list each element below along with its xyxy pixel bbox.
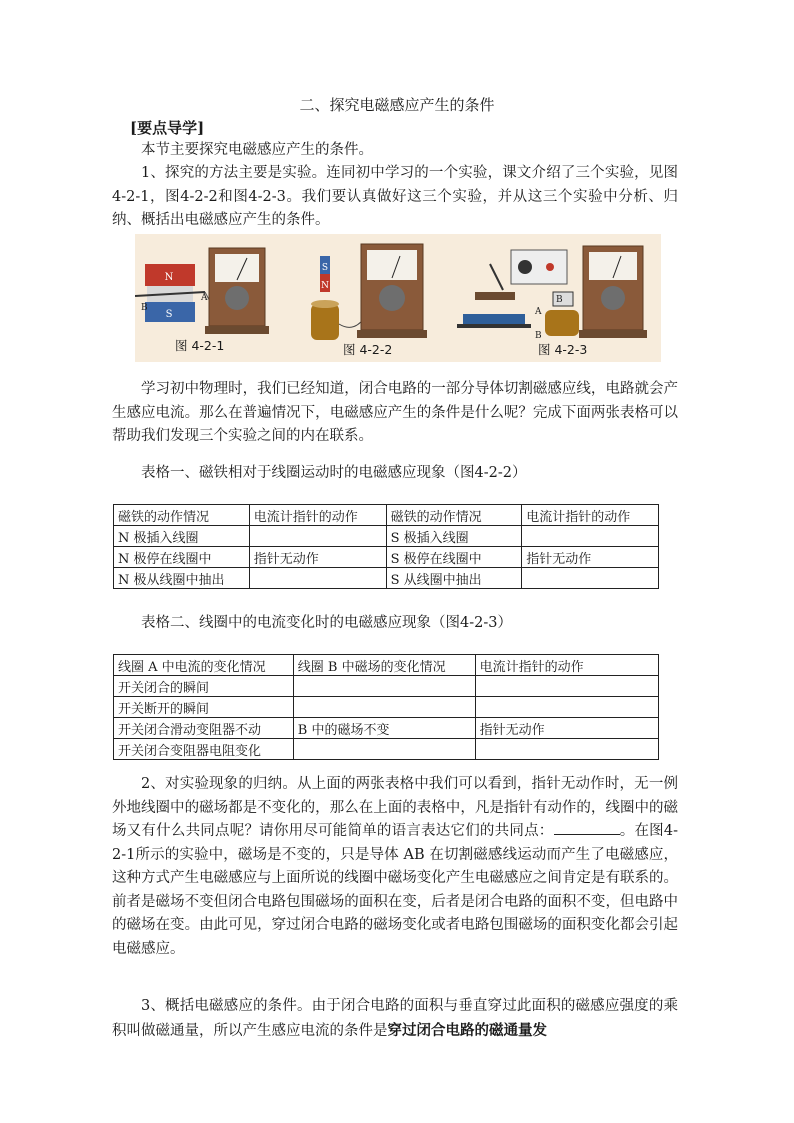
table-row: [114, 655, 659, 676]
fig2-apparatus: [311, 244, 427, 340]
table-header-cell: 电流计指针的动作: [475, 655, 658, 676]
intro-paragraph: 本节主要探究电磁感应产生的条件。: [141, 142, 373, 158]
bar-n-label: N: [321, 281, 329, 291]
table-cell: [475, 739, 658, 760]
table-cell: S 极停在线圈中: [386, 547, 522, 568]
table-row: [114, 718, 659, 739]
table-cell: [475, 697, 658, 718]
table-cell: 指针无动作: [522, 547, 659, 568]
table-cell: [293, 697, 475, 718]
coil-b-label: B: [556, 295, 563, 305]
table-cell: 指针无动作: [249, 547, 386, 568]
bar-s-label: S: [321, 263, 329, 273]
fig1-caption: 图 4-2-1: [175, 338, 225, 353]
fig3-apparatus: [457, 246, 647, 338]
fig1-apparatus: [135, 248, 269, 334]
table-cell: 开关闭合的瞬间: [114, 676, 294, 697]
answer-blank[interactable]: [554, 820, 620, 835]
point-b-label: B: [141, 303, 148, 313]
table-cell: [522, 526, 659, 547]
table-cell: [293, 676, 475, 697]
condition-text: 3、概括电磁感应的条件。由于闭合电路的面积与垂直穿过此面积的磁感应强度的乘积叫做磁通量，所以产生感应电流的条件是: [112, 998, 678, 1039]
experiment-figures: [135, 234, 661, 362]
table-row: [114, 526, 659, 547]
fig3-caption: 图 4-2-3: [538, 342, 588, 357]
induction-summary-paragraph: [112, 773, 678, 961]
table-cell: 开关闭合滑动变阻器不动: [114, 718, 294, 739]
table-header-cell: 磁铁的动作情况: [114, 505, 250, 526]
table-cell: S 极插入线圈: [386, 526, 522, 547]
coil-b-label-2: B: [535, 331, 542, 341]
table2-caption: 表格二、线圈中的电流变化时的电磁感应现象（图4-2-3）: [141, 615, 512, 631]
table-cell: 指针无动作: [475, 718, 658, 739]
summary-text-part2: 。在图4-2-1所示的实验中，磁场是不变的，只是导体 AB 在切割磁感线运动而产生了电磁感应，这种方式产生电磁感应与上面所说的线圈中磁场变化产生电磁感应之间肯定是有联系的。前者是磁场不变但闭合电路包围磁场的面积在变，后者是闭合电路的面积不变，但电路中的磁场在变。由此可见，穿过闭合电路的磁场变化或者电路包围磁场的面积变化都会引起电磁感应。: [112, 823, 679, 957]
coil-a-label: A: [535, 307, 542, 317]
section-heading: [要点导学]: [130, 119, 205, 137]
table-cell: 开关闭合变阻器电阻变化: [114, 739, 294, 760]
summary-text-part1: 2、对实验现象的归纳。从上面的两张表格中我们可以看到，指针无动作时，无一例外地线圈中的磁场都是不变化的，那么在上面的表格中，凡是指针有动作的，线圈中的磁场又有什么共同点呢？请你用尽可能简单的语言表达它们的共同点：: [112, 776, 678, 839]
table2: [113, 654, 659, 760]
page-title: 二、探究电磁感应产生的条件: [299, 96, 495, 114]
magnet-s-label: S: [165, 309, 173, 320]
table-header-cell: 电流计指针的动作: [522, 505, 659, 526]
table-cell: N 极从线圈中抽出: [114, 568, 250, 589]
point-a-label: A: [201, 293, 208, 303]
method-paragraph: 1、探究的方法主要是实验。连同初中学习的一个实验，课文介绍了三个实验，见图4-2-1，图4-2-2和图4-2-3。我们要认真做好这三个实验，并从这三个实验中分析、归纳、概括出电磁感应产生的条件。: [112, 165, 678, 228]
table-row: [114, 697, 659, 718]
table-cell: [522, 568, 659, 589]
table-header-cell: 磁铁的动作情况: [386, 505, 522, 526]
table-cell: N 极停在线圈中: [114, 547, 250, 568]
background-paragraph: 学习初中物理时，我们已经知道，闭合电路的一部分导体切割磁感应线，电路就会产生感应电流。那么在普遍情况下，电磁感应产生的条件是什么呢？完成下面两张表格可以帮助我们发现三个实验之间的内在联系。: [112, 381, 678, 444]
table-header-cell: 电流计指针的动作: [249, 505, 386, 526]
table-cell: [475, 676, 658, 697]
table-header-cell: 线圈 B 中磁场的变化情况: [293, 655, 475, 676]
condition-paragraph: [112, 995, 678, 1043]
table-row: [114, 739, 659, 760]
table-row: [114, 505, 659, 526]
table-row: [114, 676, 659, 697]
table-cell: 开关断开的瞬间: [114, 697, 294, 718]
table1-caption: 表格一、磁铁相对于线圈运动时的电磁感应现象（图4-2-2）: [141, 465, 527, 481]
table-row: [114, 568, 659, 589]
table-header-cell: 线圈 A 中电流的变化情况: [114, 655, 294, 676]
table-cell: B 中的磁场不变: [293, 718, 475, 739]
table-cell: [249, 568, 386, 589]
table-cell: S 从线圈中抽出: [386, 568, 522, 589]
condition-emphasis: 穿过闭合电路的磁通量发: [387, 1021, 547, 1039]
magnet-n-label: N: [164, 272, 174, 283]
table-cell: [293, 739, 475, 760]
table-row: [114, 547, 659, 568]
table-cell: N 极插入线圈: [114, 526, 250, 547]
table1: [113, 504, 659, 589]
table-cell: [249, 526, 386, 547]
fig2-caption: 图 4-2-2: [343, 342, 393, 357]
